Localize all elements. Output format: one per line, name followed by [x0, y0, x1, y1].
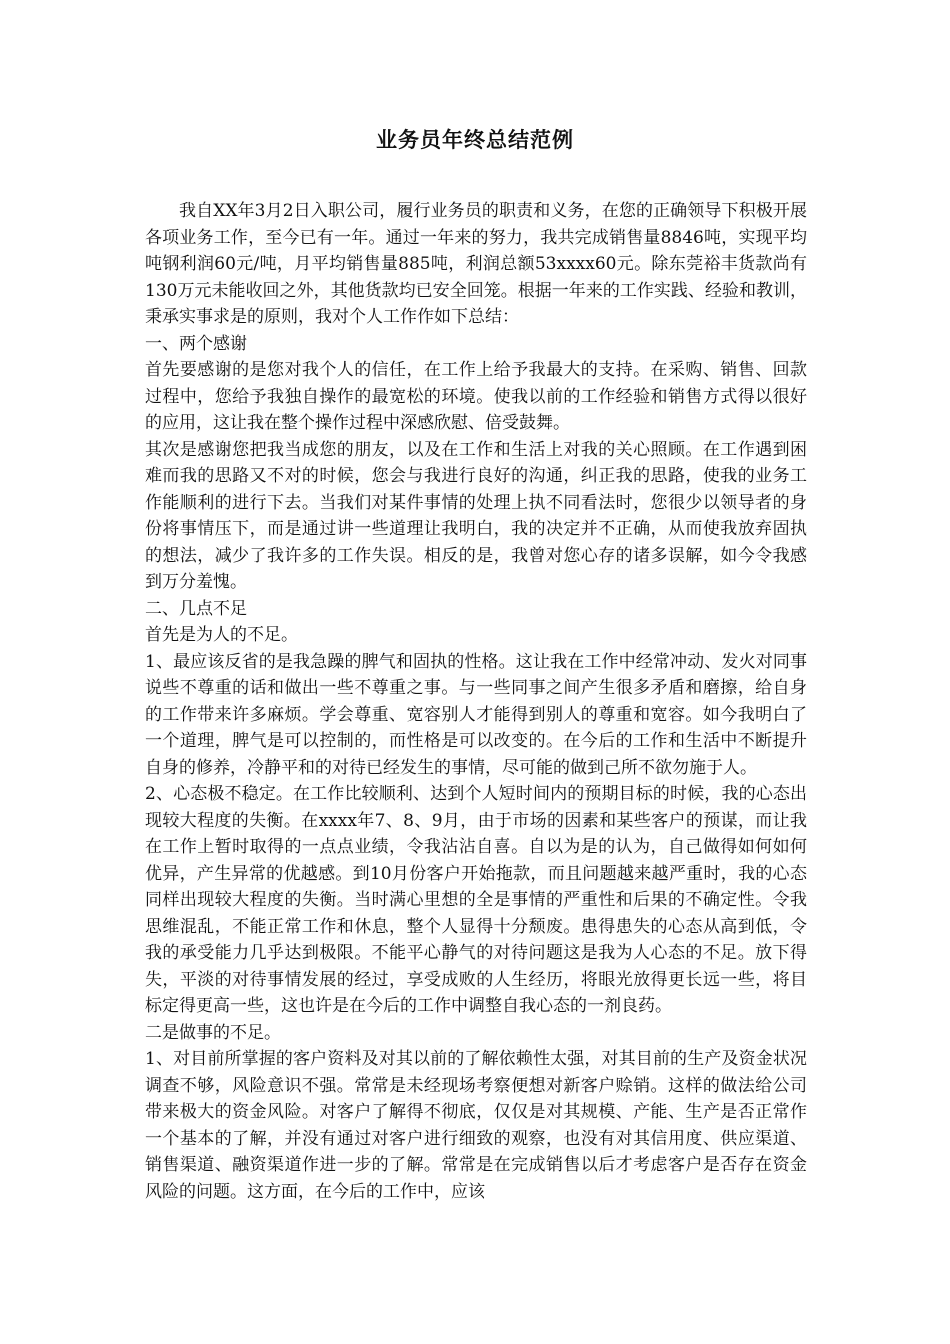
paragraph-temper: 1、最应该反省的是我急躁的脾气和固执的性格。这让我在工作中经常冲动、发火对同事说些不尊重的话和做出一些不尊重之事。与一些同事之间产生很多矛盾和磨擦，给自身的工作带来许多麻烦。学会尊重、宽容别人才能得到别人的尊重和宽容。如今我明白了一个道理，脾气是可以控制的，而性格是可以改变的。在今后的工作和生活中不断提升自身的修养，冷静平和的对待已经发生的事情，尽可能的做到己所不欲勿施于人。: [145, 651, 807, 778]
paragraph-mindset: 2、心态极不稳定。在工作比较顺利、达到个人短时间内的预期目标的时候，我的心态出现较大程度的失衡。在xxxx年7、8、9月，由于市场的因素和某些客户的预谋，而让我在工作上暂时取得的一点点业绩，令我沾沾自喜。自以为是的认为，自己做得如何如何优异，产生异常的优越感。到10月份客户开始拖款，而且问题越来越严重时，我的心态同样出现较大程度的失衡。当时满心里想的全是事情的严重性和后果的不确定性。令我思维混乱，不能正常工作和休息，整个人显得十分颓废。患得患失的心态从高到低，令我的承受能力几乎达到极限。不能平心静气的对待问题这是我为人心态的不足。放下得失，平淡的对待事情发展的经过，享受成败的人生经历，将眼光放得更长远一些，将目标定得更高一些，这也许是在今后的工作中调整自我心态的一剂良药。: [145, 784, 807, 1016]
paragraph-customer-risk: 1、对目前所掌握的客户资料及对其以前的了解依赖性太强，对其目前的生产及资金状况调查不够，风险意识不强。常常是未经现场考察便想对新客户赊销。这样的做法给公司带来极大的资金风险。对客户了解得不彻底，仅仅是对其规模、产能、生产是否正常作一个基本的了解，并没有通过对客户进行细致的观察，也没有对其信用度、供应渠道、销售渠道、融资渠道作进一步的了解。常常是在完成销售以后才考虑客户是否存在资金风险的问题。这方面，在今后的工作中，应该: [145, 1049, 807, 1202]
paragraph-first-thanks: 首先要感谢的是您对我个人的信任，在工作上给予我最大的支持。在采购、销售、回款过程中，您给予我独自操作的最宽松的环境。使我以前的工作经验和销售方式得以很好的应用，这让我在整个操作过程中深感欣慰、倍受鼓舞。: [145, 360, 807, 433]
intro-paragraph: 我自XX年3月2日入职公司，履行业务员的职责和义务，在您的正确领导下积极开展各项业务工作，至今已有一年。通过一年来的努力，我共完成销售量8846吨，实现平均吨钢利润60元/吨，月平均销售量885吨，利润总额53xxxx60元。除东莞裕丰货款尚有130万元未能收回之外，其他货款均已安全回笼。根据一年来的工作实践、经验和教训，秉承实事求是的原则，我对个人工作作如下总结：: [145, 201, 807, 327]
section-heading-thanks: 一、两个感谢: [145, 333, 247, 354]
section-heading-shortcomings: 二、几点不足: [145, 598, 247, 619]
paragraph-second-thanks: 其次是感谢您把我当成您的朋友，以及在工作和生活上对我的关心照顾。在工作遇到困难而我的思路又不对的时候，您会与我进行良好的沟通，纠正我的思路，使我的业务工作能顺利的进行下去。当我们对某件事情的处理上执不同看法时，您很少以领导者的身份将事情压下，而是通过讲一些道理让我明白，我的决定并不正确，从而使我放弃固执的想法，减少了我许多的工作失误。相反的是，我曾对您心存的诸多误解，如今令我感到万分羞愧。: [145, 439, 807, 592]
subheading-work-shortcomings: 二是做事的不足。: [145, 1022, 281, 1043]
document-body: [145, 198, 807, 1205]
document-title: 业务员年终总结范例: [376, 127, 574, 152]
subheading-personal-shortcomings: 首先是为人的不足。: [145, 625, 298, 645]
